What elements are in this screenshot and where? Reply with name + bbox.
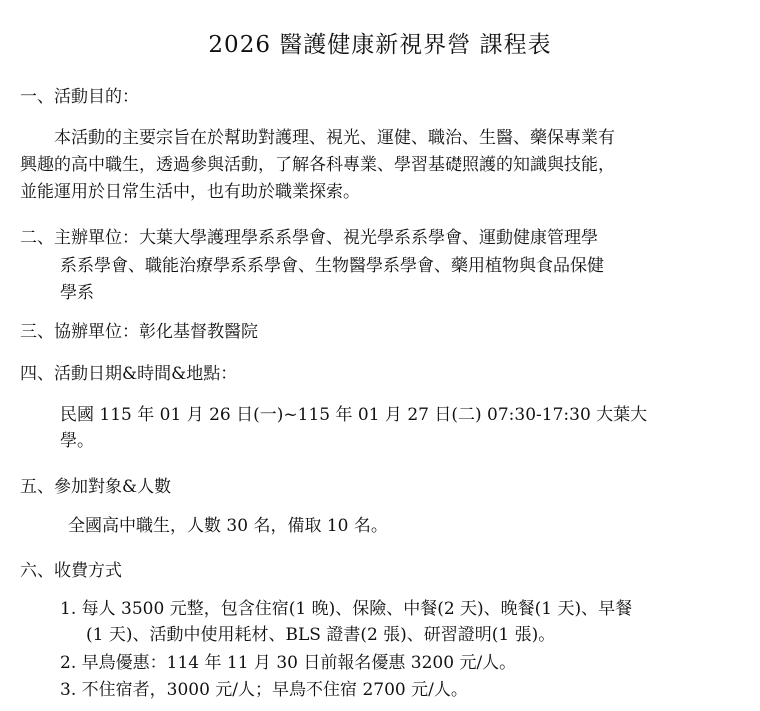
fee-item-1-line-2: (1 天)、活動中使用耗材、BLS 證書(2 張)、研習證明(1 張)。	[86, 625, 556, 645]
fee-item-3	[60, 679, 468, 701]
participants-line: 全國高中職生，人數 30 名，備取 10 名。	[68, 516, 388, 536]
section-heading-4: 四、活動日期&時間&地點：	[20, 364, 238, 384]
organizer-line-2: 系系學會、職能治療學系系學會、生物醫學系學會、藥用植物與食品保健	[60, 256, 604, 276]
fee-item-text: 每人 3500 元整，包含住宿(1 晚)、保險、中餐(2 天)、晚餐(1 天)、早餐	[81, 599, 633, 619]
section-heading-6: 六、收費方式	[20, 561, 122, 581]
organizer-line-3: 學系	[60, 283, 94, 303]
fee-item-1	[60, 598, 632, 620]
fee-item-2	[60, 652, 516, 674]
section-heading-5: 五、參加對象&人數	[20, 477, 172, 497]
section-heading-3: 三、協辦單位：彰化基督教醫院	[20, 322, 258, 342]
fee-item-text: 早鳥優惠：114 年 11 月 30 日前報名優惠 3200 元/人。	[81, 653, 517, 673]
purpose-line-3: 並能運用於日常生活中，也有助於職業探索。	[20, 182, 360, 202]
fee-item-number: 3.	[60, 680, 77, 700]
purpose-line-1: 本活動的主要宗旨在於幫助對護理、視光、運健、職治、生醫、藥保專業有	[20, 128, 615, 148]
fee-item-number: 2.	[60, 653, 77, 673]
section-heading-1: 一、活動目的：	[20, 87, 139, 107]
section-heading-2: 二、主辦單位：大葉大學護理學系系學會、視光學系系學會、運動健康管理學	[20, 228, 598, 248]
date-line-1: 民國 115 年 01 月 26 日(一)~115 年 01 月 27 日(二) 07:30-17:30 大葉大	[60, 405, 648, 425]
purpose-line-2: 興趣的高中職生，透過參與活動，了解各科專業、學習基礎照護的知識與技能，	[20, 155, 615, 175]
document-title: 2026 醫護健康新視界營 課程表	[208, 32, 552, 58]
fee-item-text: 不住宿者，3000 元/人；早鳥不住宿 2700 元/人。	[81, 680, 468, 700]
fee-item-number: 1.	[60, 599, 77, 619]
date-line-2: 學。	[60, 431, 94, 451]
